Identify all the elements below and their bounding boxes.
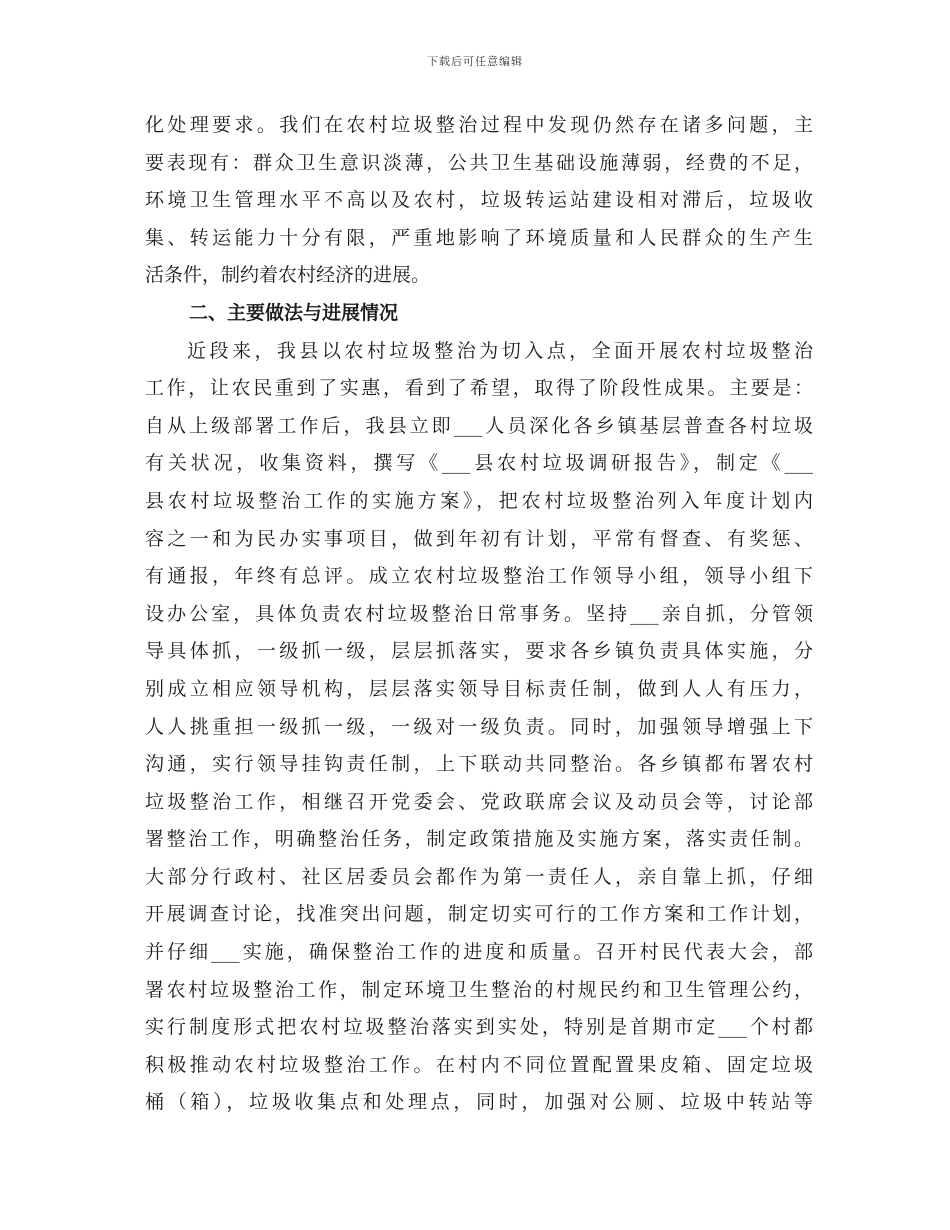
- text-line: 积极推动农村垃圾整治工作。在村内不同位置配置果皮箱、固定垃圾: [145, 1053, 813, 1076]
- section-heading: 二、主要做法与进展情况: [189, 301, 399, 324]
- text-line: 人人挑重担一级抓一级，一级对一级负责。同时，加强领导增强上下: [145, 715, 813, 738]
- page-header: 下载后可任意编辑: [427, 55, 523, 68]
- paragraph-first-line: 近段来，我县以农村垃圾整治为切入点，全面开展农村垃圾整治: [187, 339, 813, 362]
- text-line: 垃圾整治工作，相继召开党委会、党政联席会议及动员会等，讨论部: [145, 790, 813, 813]
- text-line: 自从上级部署工作后，我县立即___人员深化各乡镇基层普查各村垃圾: [145, 414, 813, 437]
- text-line: 署农村垃圾整治工作，制定环境卫生整治的村规民约和卫生管理公约，: [145, 978, 813, 1001]
- text-line: 导具体抓，一级抓一级，层层抓落实，要求各乡镇负责具体实施，分: [145, 640, 813, 663]
- text-line: 活条件，制约着农村经济的进展。: [145, 264, 431, 287]
- text-line: 化处理要求。我们在农村垃圾整治过程中发现仍然存在诸多问题，主: [145, 114, 813, 136]
- text-line: 别成立相应领导机构，层层落实领导目标责任制，做到人人有压力，: [145, 677, 813, 700]
- text-line: 实行制度形式把农村垃圾整治落实到实处，特别是首期市定___个村都: [145, 1016, 813, 1039]
- text-line: 环境卫生管理水平不高以及农村，垃圾转运站建设相对滞后，垃圾收: [145, 189, 813, 212]
- text-line: 桶（箱），垃圾收集点和处理点，同时，加强对公厕、垃圾中转站等: [145, 1091, 813, 1114]
- text-line: 集、转运能力十分有限，严重地影响了环境质量和人民群众的生产生: [145, 226, 813, 249]
- text-line: 开展调查讨论，找准突出问题，制定切实可行的工作方案和工作计划，: [145, 903, 813, 926]
- text-line: 工作，让农民重到了实惠，看到了希望，取得了阶段性成果。主要是：: [145, 377, 813, 400]
- text-line: 有通报，年终有总评。成立农村垃圾整治工作领导小组，领导小组下: [145, 565, 813, 588]
- text-line: 沟通，实行领导挂钩责任制，上下联动共同整治。各乡镇都布署农村: [145, 753, 813, 776]
- text-line: 县农村垃圾整治工作的实施方案》，把农村垃圾整治列入年度计划内: [145, 489, 813, 512]
- text-line: 大部分行政村、社区居委员会都作为第一责任人，亲自靠上抓，仔细: [145, 865, 813, 888]
- text-line: 要表现有：群众卫生意识淡薄，公共卫生基础设施薄弱，经费的不足，: [145, 151, 813, 174]
- text-line: 有关状况，收集资料，撰写《___县农村垃圾调研报告》，制定《___: [145, 452, 813, 475]
- text-line: 并仔细___实施，确保整治工作的进度和质量。召开村民代表大会，部: [145, 941, 813, 964]
- text-line: 设办公室，具体负责农村垃圾整治日常事务。坚持___亲自抓，分管领: [145, 602, 813, 625]
- document-body: [145, 107, 813, 1122]
- text-line: 容之一和为民办实事项目，做到年初有计划，平常有督查、有奖惩、: [145, 527, 813, 550]
- text-line: 署整治工作，明确整治任务，制定政策措施及实施方案，落实责任制。: [145, 828, 813, 851]
